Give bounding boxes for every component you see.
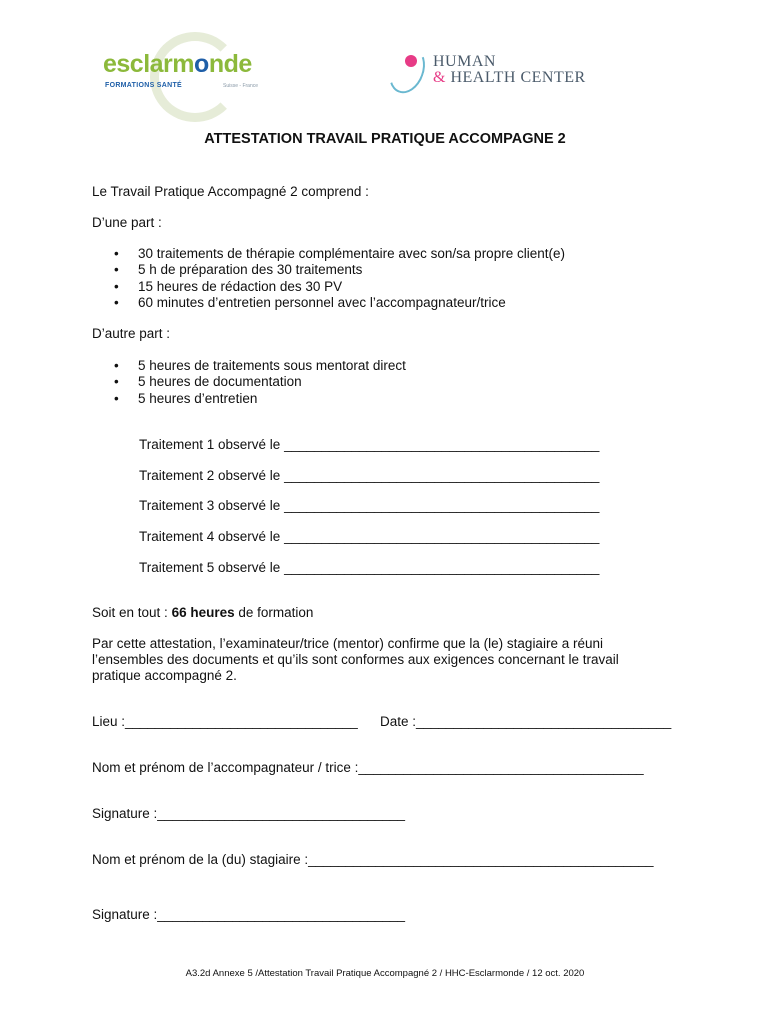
esclarmonde-subtitle: FORMATIONS SANTÉ	[105, 82, 183, 89]
list-item: • 5 heures de documentation	[114, 374, 302, 390]
mentor-name-field[interactable]: Nom et prénom de l’accompagnateur / trice :______________________________________	[92, 760, 644, 775]
attestation-line: l’ensembles des documents et qu’ils sont conformes aux exigences concernant le travail	[92, 652, 619, 667]
part1-heading: D’une part :	[92, 215, 162, 230]
treatment-5-field[interactable]: Traitement 5 observé le __________________________________________	[139, 560, 600, 575]
part2-list	[114, 358, 406, 407]
attestation-line: Par cette attestation, l’examinateur/trice (mentor) confirme que la (le) stagiaire a réuni	[92, 636, 603, 651]
treatment-3-field[interactable]: Traitement 3 observé le __________________________________________	[139, 498, 600, 513]
trainee-signature-field[interactable]: Signature :_________________________________	[92, 907, 406, 922]
treatment-4-field[interactable]: Traitement 4 observé le __________________________________________	[139, 529, 600, 544]
treatment-1-field[interactable]: Traitement 1 observé le __________________________________________	[139, 437, 600, 452]
total-hours: Soit en tout : 66 heures de formation	[92, 605, 314, 620]
attestation-line: pratique accompagné 2.	[92, 668, 237, 683]
intro-text: Le Travail Pratique Accompagné 2 comprend :	[92, 184, 369, 199]
esclarmonde-region: Suisse - France	[223, 83, 259, 89]
mentor-signature-field[interactable]: Signature :_________________________________	[92, 806, 406, 821]
treatment-2-field[interactable]: Traitement 2 observé le __________________________________________	[139, 468, 600, 483]
esclarmonde-logo	[100, 30, 260, 102]
figure-arc-icon	[383, 42, 431, 99]
figure-head-icon	[405, 55, 417, 67]
esclarmonde-wordmark: esclarmonde	[103, 50, 252, 78]
list-item: • 5 heures d’entretien	[114, 390, 258, 406]
trainee-name-field[interactable]: Nom et prénom de la (du) stagiaire :______________________________________________	[92, 852, 654, 867]
date-field[interactable]: Date :__________________________________	[380, 714, 672, 729]
part2-heading: D’autre part :	[92, 326, 171, 341]
list-item: • 60 minutes d’entretien personnel avec l’accompagnateur/trice	[114, 294, 506, 310]
list-item: • 30 traitements de thérapie complémentaire avec son/sa propre client(e)	[114, 246, 565, 261]
list-item: • 15 heures de rédaction des 30 PV	[114, 278, 343, 294]
page-footer: A3.2d Annexe 5 /Attestation Travail Pratique Accompagné 2 / HHC-Esclarmonde / 12 oct. 2020	[185, 968, 585, 979]
page-title: ATTESTATION TRAVAIL PRATIQUE ACCOMPAGNE 2	[204, 131, 566, 147]
part1-list	[114, 246, 565, 311]
human-health-center-logo	[384, 40, 614, 110]
hhc-line1: HUMAN	[433, 53, 496, 70]
lieu-field[interactable]: Lieu :_______________________________	[92, 714, 358, 729]
hhc-line2: & HEALTH CENTER	[433, 69, 586, 86]
list-item: • 5 heures de traitements sous mentorat direct	[114, 358, 406, 373]
list-item: • 5 h de préparation des 30 traitements	[114, 262, 363, 278]
